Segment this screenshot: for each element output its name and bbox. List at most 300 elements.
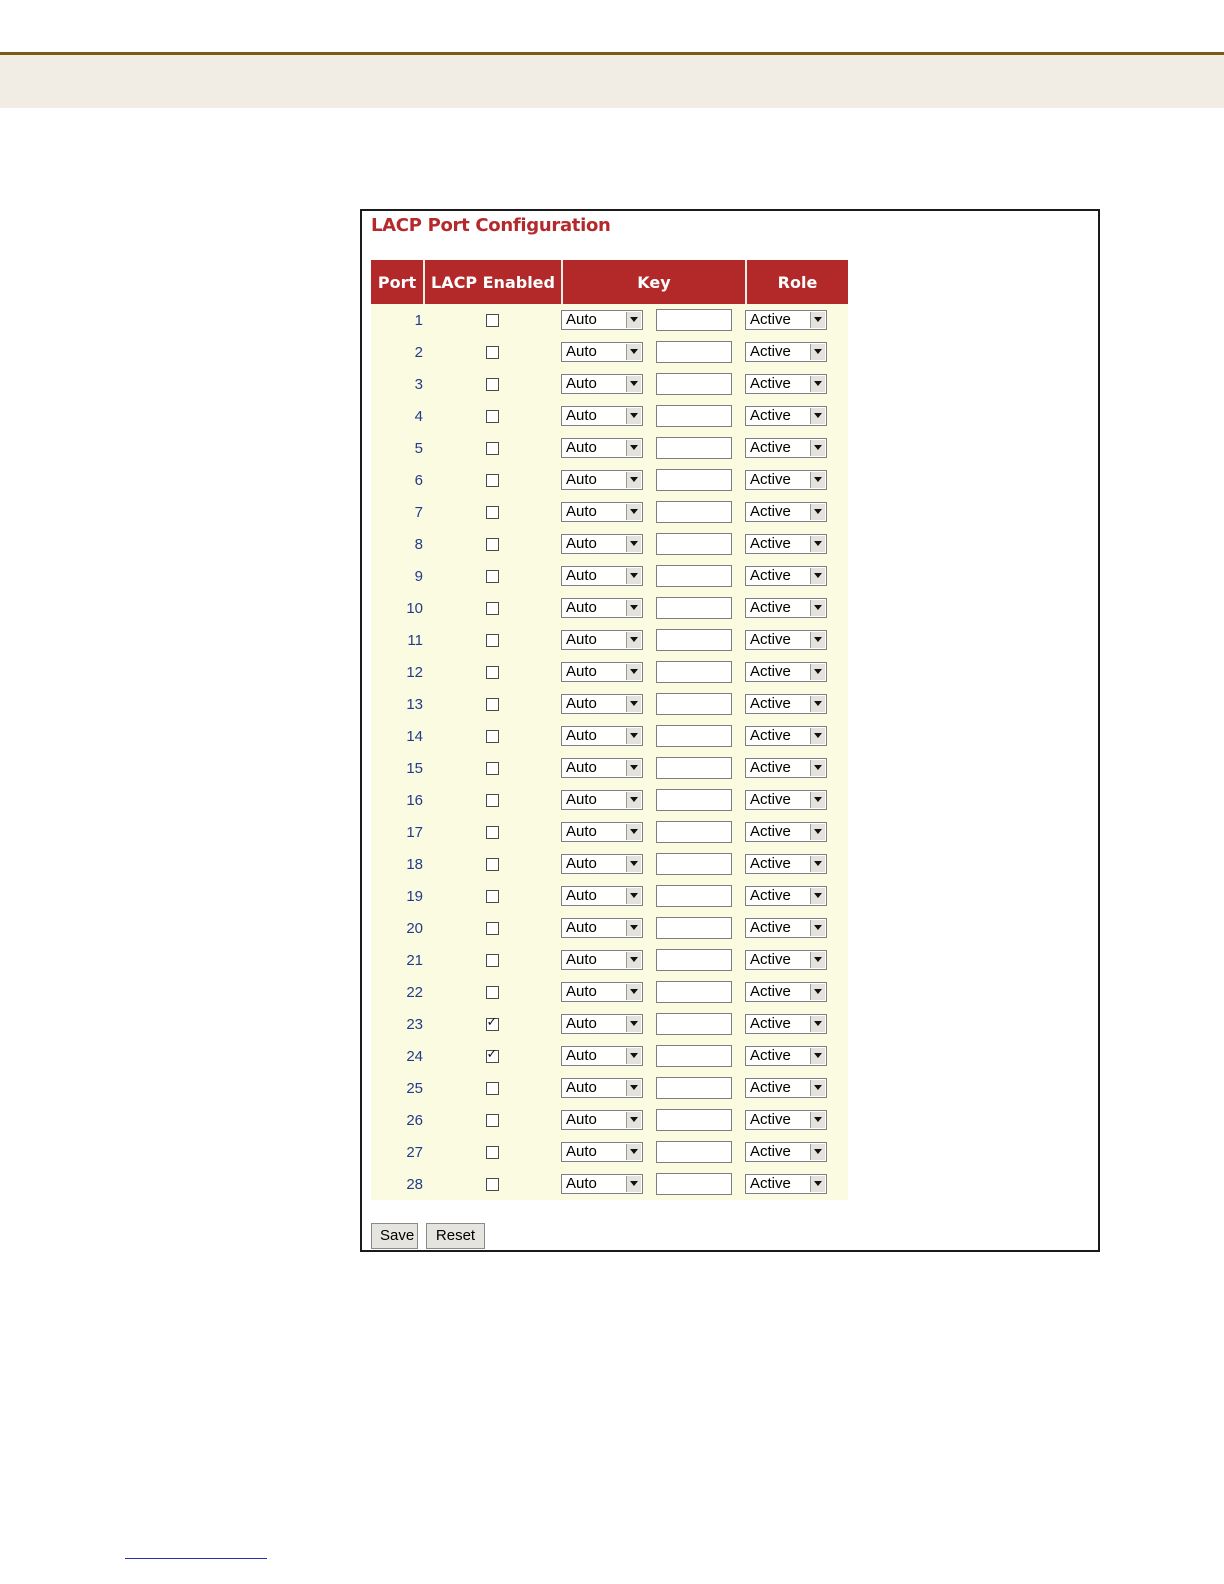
dropdown-button[interactable] [810,760,825,776]
role-select[interactable] [745,566,827,586]
dropdown-button[interactable] [626,632,641,648]
dropdown-button[interactable] [810,376,825,392]
lacp-enabled-checkbox[interactable] [486,890,499,903]
key-mode-select[interactable] [561,1110,643,1130]
lacp-enabled-checkbox[interactable] [486,762,499,775]
key-value-input[interactable] [656,1109,732,1131]
key-mode-select[interactable] [561,950,643,970]
key-mode-select[interactable] [561,406,643,426]
dropdown-button[interactable] [810,984,825,1000]
dropdown-button[interactable] [810,696,825,712]
dropdown-button[interactable] [810,920,825,936]
role-value: Active [750,439,791,456]
role-value: Active [750,1047,791,1064]
key-value-input[interactable] [656,309,732,331]
chevron-down-icon [630,1021,638,1026]
role-select[interactable] [745,406,827,426]
key-mode-value: Auto [566,951,597,968]
chevron-down-icon [814,1149,822,1154]
role-value: Active [750,759,791,776]
table-row [371,1168,848,1200]
table-row [371,624,848,656]
lacp-enabled-checkbox[interactable] [486,698,499,711]
lacp-enabled-cell [423,304,561,336]
key-mode-select[interactable] [561,982,643,1002]
table-row [371,688,848,720]
key-mode-select[interactable] [561,918,643,938]
port-number: 3 [371,368,423,400]
role-select[interactable] [745,1014,827,1034]
port-number: 17 [371,816,423,848]
dropdown-button[interactable] [810,344,825,360]
key-value-input[interactable] [656,885,732,907]
key-value-input[interactable] [656,949,732,971]
lacp-enabled-checkbox[interactable] [486,602,499,615]
key-mode-value: Auto [566,311,597,328]
role-select[interactable] [745,534,827,554]
role-select[interactable] [745,374,827,394]
dropdown-button[interactable] [626,504,641,520]
role-select[interactable] [745,790,827,810]
key-value-input[interactable] [656,1077,732,1099]
key-mode-value: Auto [566,1015,597,1032]
key-value-input[interactable] [656,341,732,363]
dropdown-button[interactable] [810,1112,825,1128]
table-row [371,720,848,752]
key-mode-value: Auto [566,855,597,872]
chevron-down-icon [630,733,638,738]
key-value-input[interactable] [656,661,732,683]
role-cell [745,1008,848,1040]
dropdown-button[interactable] [810,600,825,616]
dropdown-button[interactable] [626,696,641,712]
key-value-input[interactable] [656,1173,732,1195]
chevron-down-icon [630,509,638,514]
role-value: Active [750,407,791,424]
role-cell [745,912,848,944]
dropdown-button[interactable] [626,856,641,872]
lacp-enabled-cell [423,336,561,368]
key-mode-select[interactable] [561,1078,643,1098]
lacp-enabled-checkbox[interactable] [486,858,499,871]
key-value-input[interactable] [656,917,732,939]
role-select[interactable] [745,502,827,522]
key-cell [561,1136,745,1168]
table-row [371,752,848,784]
role-select[interactable] [745,630,827,650]
key-value-input[interactable] [656,565,732,587]
role-value: Active [750,1143,791,1160]
reset-button[interactable]: Reset [426,1223,485,1249]
dropdown-button[interactable] [810,1016,825,1032]
role-select[interactable] [745,1174,827,1194]
lacp-enabled-checkbox[interactable] [486,474,499,487]
dropdown-button[interactable] [626,344,641,360]
dropdown-button[interactable] [626,536,641,552]
dropdown-button[interactable] [626,920,641,936]
role-select[interactable] [745,1078,827,1098]
role-select[interactable] [745,694,827,714]
chevron-down-icon [814,445,822,450]
role-value: Active [750,535,791,552]
role-cell [745,528,848,560]
table-row [371,880,848,912]
dropdown-button[interactable] [626,440,641,456]
key-mode-select[interactable] [561,758,643,778]
role-select[interactable] [745,886,827,906]
role-select[interactable] [745,854,827,874]
role-value: Active [750,951,791,968]
role-select[interactable] [745,1046,827,1066]
dropdown-button[interactable] [626,984,641,1000]
lacp-enabled-checkbox[interactable] [486,314,499,327]
key-mode-value: Auto [566,439,597,456]
key-mode-value: Auto [566,1079,597,1096]
key-value-input[interactable] [656,981,732,1003]
key-mode-select[interactable] [561,726,643,746]
role-value: Active [750,311,791,328]
role-select[interactable] [745,438,827,458]
key-mode-select[interactable] [561,1014,643,1034]
role-value: Active [750,343,791,360]
role-cell [745,560,848,592]
table-row [371,496,848,528]
dropdown-button[interactable] [810,440,825,456]
lacp-enabled-checkbox[interactable] [486,1114,499,1127]
lacp-enabled-checkbox[interactable] [486,922,499,935]
lacp-port-configuration-panel [360,209,1100,1252]
key-cell [561,784,745,816]
key-cell [561,464,745,496]
lacp-enabled-checkbox[interactable] [486,794,499,807]
role-select[interactable] [745,918,827,938]
lacp-enabled-checkbox[interactable] [486,442,499,455]
key-value-input[interactable] [656,1045,732,1067]
dropdown-button[interactable] [626,1112,641,1128]
chevron-down-icon [630,445,638,450]
dropdown-button[interactable] [810,472,825,488]
dropdown-button[interactable] [626,728,641,744]
port-number: 26 [371,1104,423,1136]
lacp-enabled-checkbox[interactable] [486,1015,499,1031]
dropdown-button[interactable] [810,1080,825,1096]
chevron-down-icon [814,317,822,322]
port-number: 20 [371,912,423,944]
dropdown-button[interactable] [810,536,825,552]
role-cell [745,816,848,848]
chevron-down-icon [630,701,638,706]
dropdown-button[interactable] [626,760,641,776]
key-cell [561,656,745,688]
key-mode-select[interactable] [561,1142,643,1162]
key-value-input[interactable] [656,469,732,491]
chevron-down-icon [630,637,638,642]
lacp-enabled-checkbox[interactable] [486,1178,499,1191]
lacp-enabled-cell [423,1136,561,1168]
panel-title: LACP Port Configuration [371,215,611,236]
role-cell [745,688,848,720]
role-value: Active [750,503,791,520]
table-row [371,560,848,592]
lacp-enabled-cell [423,1072,561,1104]
dropdown-button[interactable] [810,824,825,840]
dropdown-button[interactable] [810,1176,825,1192]
dropdown-button[interactable] [810,1048,825,1064]
chevron-down-icon [814,573,822,578]
key-mode-select[interactable] [561,470,643,490]
role-cell [745,752,848,784]
key-value-input[interactable] [656,437,732,459]
dropdown-button[interactable] [626,824,641,840]
dropdown-button[interactable] [626,664,641,680]
table-row [371,432,848,464]
key-mode-select[interactable] [561,438,643,458]
lacp-enabled-checkbox[interactable] [486,1047,499,1063]
key-value-input[interactable] [656,1013,732,1035]
key-value-input[interactable] [656,405,732,427]
port-rows [371,304,848,1200]
key-cell [561,752,745,784]
key-cell [561,624,745,656]
key-mode-value: Auto [566,695,597,712]
key-cell [561,1008,745,1040]
dropdown-button[interactable] [810,888,825,904]
key-value-input[interactable] [656,597,732,619]
key-cell [561,1168,745,1200]
chevron-down-icon [814,829,822,834]
dropdown-button[interactable] [810,664,825,680]
lacp-enabled-cell [423,1104,561,1136]
role-cell [745,304,848,336]
lacp-enabled-checkbox[interactable] [486,538,499,551]
key-mode-select[interactable] [561,886,643,906]
role-cell [745,592,848,624]
port-number: 14 [371,720,423,752]
role-value: Active [750,1175,791,1192]
dropdown-button[interactable] [626,1048,641,1064]
key-mode-select[interactable] [561,854,643,874]
role-value: Active [750,375,791,392]
key-mode-value: Auto [566,791,597,808]
save-button[interactable]: Save [371,1223,418,1249]
port-number: 21 [371,944,423,976]
lacp-enabled-checkbox[interactable] [486,826,499,839]
key-mode-select[interactable] [561,598,643,618]
chevron-down-icon [630,829,638,834]
dropdown-button[interactable] [810,504,825,520]
role-select[interactable] [745,310,827,330]
lacp-enabled-cell [423,528,561,560]
role-select[interactable] [745,726,827,746]
role-cell [745,624,848,656]
lacp-enabled-cell [423,592,561,624]
key-value-input[interactable] [656,725,732,747]
dropdown-button[interactable] [626,312,641,328]
port-number: 28 [371,1168,423,1200]
chevron-down-icon [814,1085,822,1090]
role-cell [745,656,848,688]
dropdown-button[interactable] [810,728,825,744]
table-row [371,592,848,624]
key-value-input[interactable] [656,373,732,395]
key-mode-select[interactable] [561,662,643,682]
page-header-band [0,55,1224,108]
chevron-down-icon [630,349,638,354]
dropdown-button[interactable] [810,856,825,872]
chevron-down-icon [814,605,822,610]
key-cell [561,560,745,592]
role-value: Active [750,599,791,616]
dropdown-button[interactable] [626,792,641,808]
key-value-input[interactable] [656,853,732,875]
key-mode-select[interactable] [561,502,643,522]
dropdown-button[interactable] [810,1144,825,1160]
role-select[interactable] [745,662,827,682]
dropdown-button[interactable] [810,568,825,584]
chevron-down-icon [630,605,638,610]
role-cell [745,944,848,976]
key-value-input[interactable] [656,693,732,715]
key-mode-select[interactable] [561,342,643,362]
key-cell [561,688,745,720]
key-mode-select[interactable] [561,822,643,842]
column-header-lacp-enabled: LACP Enabled [423,260,561,304]
table-row [371,1072,848,1104]
port-number: 12 [371,656,423,688]
role-select[interactable] [745,758,827,778]
role-select[interactable] [745,822,827,842]
chevron-down-icon [630,893,638,898]
dropdown-button[interactable] [626,1144,641,1160]
key-mode-select[interactable] [561,566,643,586]
lacp-enabled-checkbox[interactable] [486,666,499,679]
key-value-input[interactable] [656,757,732,779]
table-row [371,464,848,496]
key-mode-select[interactable] [561,694,643,714]
lacp-enabled-cell [423,720,561,752]
role-select[interactable] [745,470,827,490]
port-number: 13 [371,688,423,720]
key-mode-select[interactable] [561,1046,643,1066]
lacp-enabled-checkbox[interactable] [486,410,499,423]
dropdown-button[interactable] [626,952,641,968]
role-value: Active [750,663,791,680]
role-value: Active [750,631,791,648]
lacp-enabled-checkbox[interactable] [486,346,499,359]
chevron-down-icon [630,477,638,482]
key-mode-select[interactable] [561,534,643,554]
lacp-enabled-checkbox[interactable] [486,954,499,967]
lacp-enabled-checkbox[interactable] [486,1082,499,1095]
key-value-input[interactable] [656,1141,732,1163]
lacp-enabled-cell [423,1168,561,1200]
key-value-input[interactable] [656,789,732,811]
role-select[interactable] [745,1142,827,1162]
lacp-enabled-checkbox[interactable] [486,634,499,647]
dropdown-button[interactable] [810,792,825,808]
role-cell [745,784,848,816]
role-select[interactable] [745,598,827,618]
port-number: 24 [371,1040,423,1072]
key-mode-select[interactable] [561,310,643,330]
lacp-enabled-checkbox[interactable] [486,986,499,999]
key-mode-select[interactable] [561,1174,643,1194]
dropdown-button[interactable] [626,568,641,584]
lacp-port-table [371,260,848,1200]
role-value: Active [750,919,791,936]
role-select[interactable] [745,982,827,1002]
key-mode-value: Auto [566,1111,597,1128]
key-mode-value: Auto [566,1175,597,1192]
key-value-input[interactable] [656,533,732,555]
dropdown-button[interactable] [626,376,641,392]
lacp-enabled-checkbox[interactable] [486,378,499,391]
chevron-down-icon [814,1117,822,1122]
table-row [371,912,848,944]
key-mode-select[interactable] [561,790,643,810]
dropdown-button[interactable] [810,312,825,328]
chevron-down-icon [630,317,638,322]
dropdown-button[interactable] [626,408,641,424]
dropdown-button[interactable] [626,1176,641,1192]
table-row [371,944,848,976]
lacp-enabled-checkbox[interactable] [486,570,499,583]
lacp-enabled-cell [423,432,561,464]
key-cell [561,528,745,560]
chevron-down-icon [814,477,822,482]
dropdown-button[interactable] [626,888,641,904]
key-cell [561,944,745,976]
role-select[interactable] [745,1110,827,1130]
chevron-down-icon [630,381,638,386]
dropdown-button[interactable] [810,632,825,648]
dropdown-button[interactable] [810,408,825,424]
column-header-key: Key [561,260,745,304]
table-row [371,528,848,560]
dropdown-button[interactable] [626,600,641,616]
role-select[interactable] [745,950,827,970]
key-mode-value: Auto [566,407,597,424]
dropdown-button[interactable] [810,952,825,968]
lacp-enabled-cell [423,368,561,400]
role-cell [745,1168,848,1200]
role-select[interactable] [745,342,827,362]
key-mode-select[interactable] [561,374,643,394]
key-cell [561,848,745,880]
key-cell [561,1104,745,1136]
key-value-input[interactable] [656,821,732,843]
key-value-input[interactable] [656,501,732,523]
lacp-enabled-checkbox[interactable] [486,1146,499,1159]
port-number: 1 [371,304,423,336]
table-row [371,336,848,368]
table-row [371,784,848,816]
dropdown-button[interactable] [626,1080,641,1096]
key-mode-select[interactable] [561,630,643,650]
lacp-enabled-cell [423,656,561,688]
chevron-down-icon [630,989,638,994]
key-cell [561,304,745,336]
key-value-input[interactable] [656,629,732,651]
dropdown-button[interactable] [626,1016,641,1032]
dropdown-button[interactable] [626,472,641,488]
key-cell [561,400,745,432]
role-value: Active [750,1079,791,1096]
table-row [371,656,848,688]
lacp-enabled-checkbox[interactable] [486,730,499,743]
lacp-enabled-checkbox[interactable] [486,506,499,519]
key-mode-value: Auto [566,663,597,680]
